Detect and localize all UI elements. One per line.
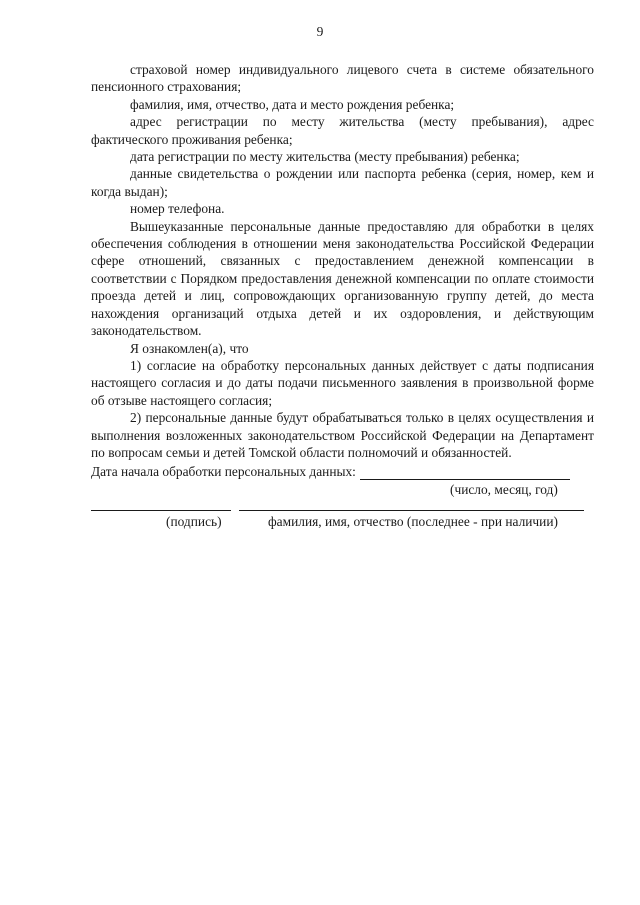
paragraph-purpose: Вышеуказанные персональные данные предоставляю для обработки в целях обеспечения соблюдения в отношении меня законодательства Российской Федерации сфере отношений, связанных с предоставлением денежной компенсации в соответствии с Порядком предоставления денежной компенсации по оплате стоимости проезда детей и лиц, сопровождающих организованную группу детей, до места нахождения организаций отдыха детей и их оздоровления, и действующим законодательством. — [91, 218, 594, 339]
signature-field[interactable] — [91, 510, 231, 511]
full-name-hint: фамилия, имя, отчество (последнее - при наличии) — [268, 514, 558, 529]
full-name-field[interactable] — [239, 510, 584, 511]
paragraph-child-address: адрес регистрации по месту жительства (месту пребывания), адрес фактического проживания ребенка; — [91, 114, 594, 147]
paragraph-birth-certificate: данные свидетельства о рождении или паспорта ребенка (серия, номер, кем и когда выдан); — [91, 166, 594, 199]
signature-hint: (подпись) — [166, 514, 222, 529]
consent-text-body — [91, 61, 594, 461]
paragraph-processing-scope: 2) персональные данные будут обрабатываться только в целях осуществления и выполнения возложенных законодательством Российской Федерации на Департамент по вопросам семьи и детей Томской области полномочий и обязанностей. — [91, 410, 594, 460]
date-format-hint: (число, месяц, год) — [450, 482, 558, 497]
processing-start-date-label: Дата начала обработки персональных данных: — [91, 464, 356, 479]
paragraph-phone: номер телефона. — [130, 201, 225, 217]
processing-start-date-field[interactable] — [360, 465, 570, 480]
paragraph-snils: страховой номер индивидуального лицевого счета в системе обязательного пенсионного страхования; — [91, 62, 594, 95]
page-number: 9 — [316, 24, 324, 39]
paragraph-child-name: фамилия, имя, отчество, дата и место рождения ребенка; — [130, 96, 455, 112]
paragraph-consent-validity: 1) согласие на обработку персональных данных действует с даты подписания настоящего согласия и до даты подачи письменного заявления в произвольной форме об отзыве настоящего согласия; — [91, 357, 594, 408]
processing-start-date-row — [91, 463, 594, 480]
paragraph-registration-date: дата регистрации по месту жительства (месту пребывания) ребенка; — [130, 149, 520, 165]
paragraph-acknowledged: Я ознакомлен(а), что — [130, 340, 249, 356]
